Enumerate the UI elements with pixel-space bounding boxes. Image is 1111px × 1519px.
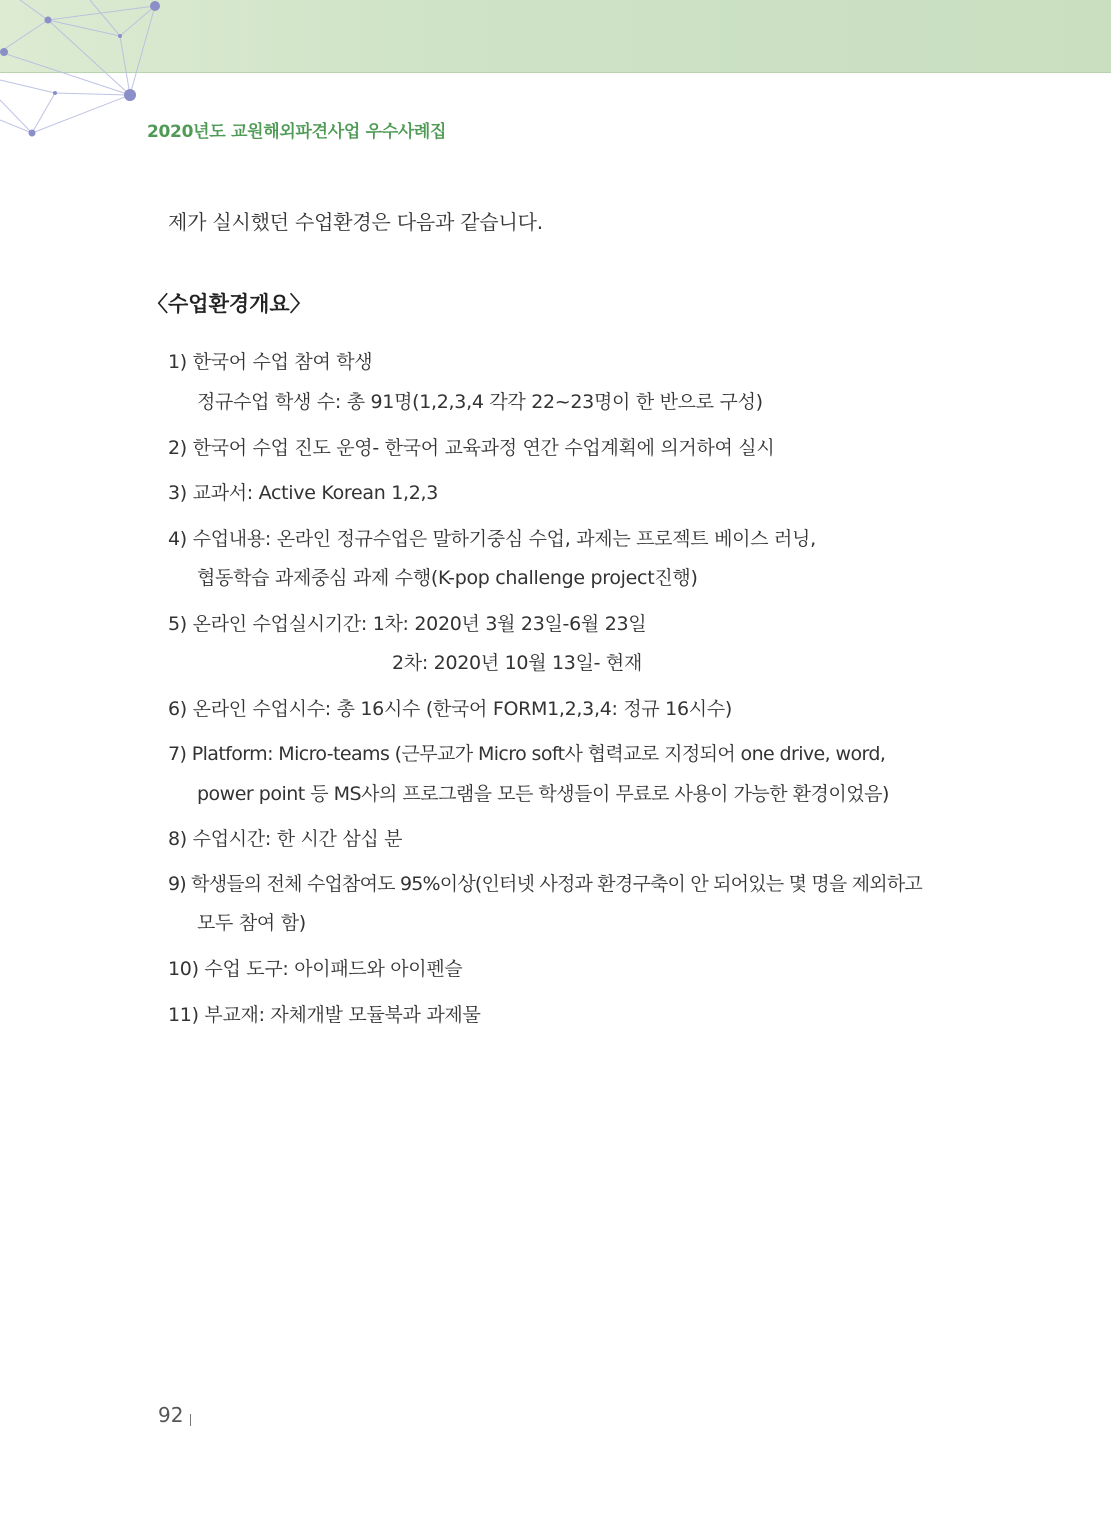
list-item: 9) 학생들의 전체 수업참여도 95%이상(인터넷 사정과 환경구축이 안 되어있는 몇 명을 제외하고 bbox=[168, 873, 922, 895]
list-item: 정규수업 학생 수: 총 91명(1,2,3,4 각각 22~23명이 한 반으로 구성) bbox=[197, 391, 763, 413]
running-title: 2020년도 교원해외파견사업 우수사례집 bbox=[147, 122, 447, 142]
intro-text: 제가 실시했던 수업환경은 다음과 같습니다. bbox=[168, 210, 543, 234]
list-item: 모두 참여 함) bbox=[197, 912, 306, 934]
list-item: 10) 수업 도구: 아이패드와 아이펜슬 bbox=[168, 958, 463, 980]
list-item: 6) 온라인 수업시수: 총 16시수 (한국어 FORM1,2,3,4: 정규 16시수) bbox=[168, 698, 732, 720]
page-number: 92 bbox=[158, 1403, 184, 1427]
list-item: 4) 수업내용: 온라인 정규수업은 말하기중심 수업, 과제는 프로젝트 베이스 러닝, bbox=[168, 528, 816, 550]
list-item: 2) 한국어 수업 진도 운영- 한국어 교육과정 연간 수업계획에 의거하여 실시 bbox=[168, 437, 775, 459]
list-item: 협동학습 과제중심 과제 수행(K-pop challenge project진행) bbox=[197, 567, 698, 589]
list-item: power point 등 MS사의 프로그램을 모든 학생들이 무료로 사용이 가능한 환경이었음) bbox=[197, 783, 889, 805]
list-item: 3) 교과서: Active Korean 1,2,3 bbox=[168, 482, 439, 504]
list-item: 2차: 2020년 10월 13일- 현재 bbox=[392, 652, 643, 674]
list-item: 8) 수업시간: 한 시간 삼십 분 bbox=[168, 828, 403, 850]
page-number-divider bbox=[190, 1414, 191, 1426]
list-item: 7) Platform: Micro-teams (근무교가 Micro soft사 협력교로 지정되어 one drive, word, bbox=[168, 743, 886, 765]
list-item: 11) 부교재: 자체개발 모듈북과 과제물 bbox=[168, 1004, 481, 1026]
list-item: 5) 온라인 수업실시기간: 1차: 2020년 3월 23일-6월 23일 bbox=[168, 613, 647, 635]
section-heading: 〈수업환경개요〉 bbox=[147, 292, 311, 316]
list-item: 1) 한국어 수업 참여 학생 bbox=[168, 351, 373, 373]
